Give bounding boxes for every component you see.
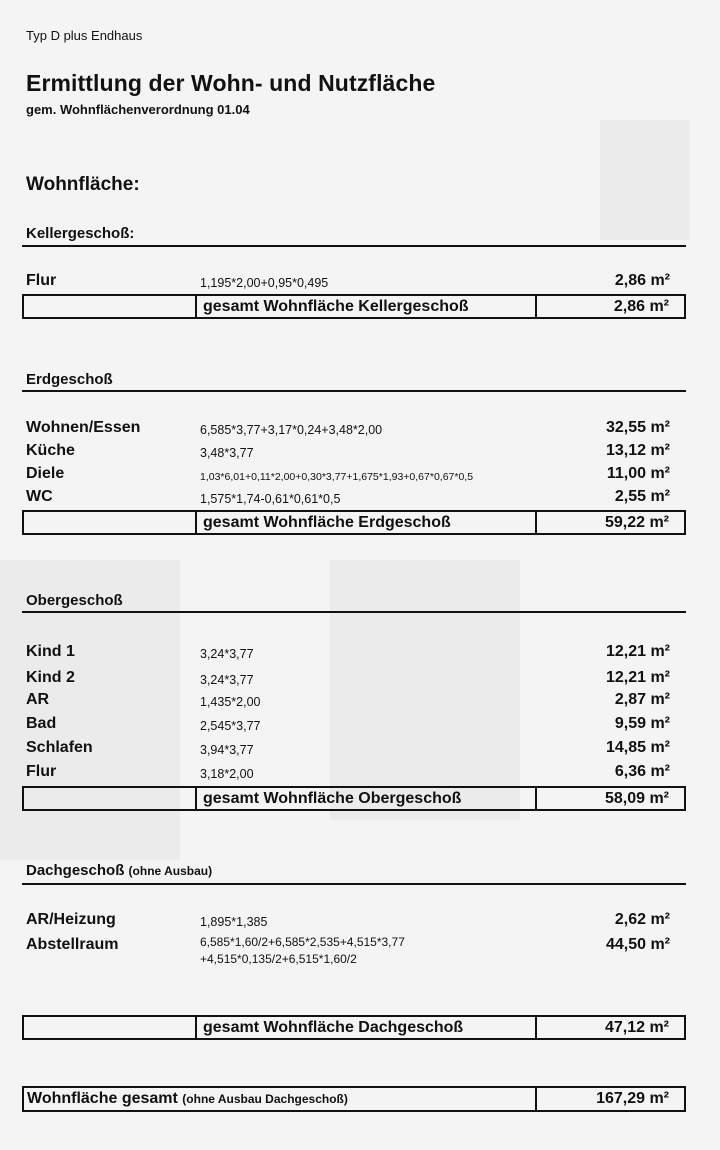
grand-total-label-cell (24, 1088, 537, 1110)
kellergeschoss-row-formula: 1,195*2,00+0,95*0,495 (200, 276, 329, 290)
document-title: Ermittlung der Wohn- und Nutzfläche (26, 70, 436, 96)
dachgeschoss-title (26, 862, 212, 879)
grand-total-note: (ohne Ausbau Dachgeschoß) (182, 1092, 348, 1106)
obergeschoss-title: Obergeschoß (26, 592, 123, 609)
erdgeschoss-total-box (22, 510, 686, 535)
dachgeschoss-total-value: 47,12 m² (604, 1019, 669, 1036)
dachgeschoss-row-name: AR/Heizung (26, 911, 116, 928)
obergeschoss-row-name: Flur (26, 763, 57, 780)
dachgeschoss-total-label: gesamt Wohnfläche Dachgeschoß (197, 1017, 537, 1038)
erdgeschoss-row-name: Küche (26, 442, 75, 459)
dachgeschoss-total-box (22, 1015, 686, 1040)
obergeschoss-row-name: Kind 1 (26, 643, 75, 660)
erdgeschoss-total-value: 59,22 m² (604, 514, 669, 531)
erdgeschoss-row-value: 2,55 m² (614, 488, 670, 505)
dachgeschoss-row-formula: 6,585*1,60/2+6,585*2,535+4,515*3,77 +4,515*0,135/2+6,515*1,60/2 (200, 935, 405, 966)
obergeschoss-row-value: 2,87 m² (614, 691, 670, 708)
erdgeschoss-row-name: WC (26, 488, 53, 505)
kellergeschoss-total-value: 2,86 m² (613, 298, 669, 315)
obergeschoss-row-formula: 3,94*3,77 (200, 743, 254, 757)
obergeschoss-row-formula: 1,435*2,00 (200, 695, 261, 709)
kellergeschoss-total-box (22, 294, 686, 319)
dachgeschoss-title-text: Dachgeschoß (26, 862, 125, 879)
dachgeschoss-row-name: Abstellraum (26, 936, 119, 953)
obergeschoss-row-name: AR (26, 691, 50, 708)
dachgeschoss-title-note: (ohne Ausbau) (128, 864, 213, 878)
obergeschoss-row-name: Kind 2 (26, 669, 75, 686)
dachgeschoss-row-value: 44,50 m² (605, 936, 670, 953)
obergeschoss-row-value: 14,85 m² (605, 739, 670, 756)
kellergeschoss-total-label: gesamt Wohnfläche Kellergeschoß (197, 296, 537, 317)
kellergeschoss-divider (22, 245, 686, 247)
erdgeschoss-row-formula: 1,575*1,74-0,61*0,61*0,5 (200, 492, 341, 506)
obergeschoss-row-formula: 3,24*3,77 (200, 647, 254, 661)
dachgeschoss-divider (22, 883, 686, 885)
obergeschoss-row-value: 12,21 m² (605, 643, 670, 660)
erdgeschoss-row-formula: 6,585*3,77+3,17*0,24+3,48*2,00 (200, 423, 383, 437)
obergeschoss-row-name: Schlafen (26, 739, 93, 756)
total-empty-cell (24, 788, 197, 809)
background-shape (600, 120, 690, 240)
document-subtitle: gem. Wohnflächenverordnung 01.04 (26, 102, 250, 117)
obergeschoss-row-name: Bad (26, 715, 57, 732)
kellergeschoss-row-value: 2,86 m² (614, 272, 670, 289)
erdgeschoss-title: Erdgeschoß (26, 371, 113, 388)
erdgeschoss-total-label: gesamt Wohnfläche Erdgeschoß (197, 512, 537, 533)
total-empty-cell (24, 296, 197, 317)
grand-total-box (22, 1086, 686, 1112)
document-type-label: Typ D plus Endhaus (26, 28, 143, 43)
erdgeschoss-row-formula: 3,48*3,77 (200, 446, 254, 460)
erdgeschoss-row-value: 32,55 m² (605, 419, 670, 436)
total-empty-cell (24, 1017, 197, 1038)
erdgeschoss-row-name: Diele (26, 465, 65, 482)
erdgeschoss-row-formula: 1,03*6,01+0,11*2,00+0,30*3,77+1,675*1,93+0,67*0,67*0,5 (200, 471, 474, 483)
obergeschoss-total-value: 58,09 m² (604, 790, 669, 807)
erdgeschoss-row-value: 11,00 m² (606, 465, 670, 482)
section-heading-wohnflaeche: Wohnfläche: (26, 174, 140, 195)
obergeschoss-row-value: 12,21 m² (605, 669, 670, 686)
total-empty-cell (24, 512, 197, 533)
kellergeschoss-row-name: Flur (26, 272, 57, 289)
obergeschoss-row-value: 9,59 m² (614, 715, 670, 732)
erdgeschoss-row-value: 13,12 m² (605, 442, 670, 459)
background-shape (330, 560, 520, 820)
obergeschoss-total-box (22, 786, 686, 811)
grand-total-label: Wohnfläche gesamt (27, 1090, 178, 1107)
obergeschoss-row-formula: 3,18*2,00 (200, 767, 254, 781)
obergeschoss-total-label: gesamt Wohnfläche Obergeschoß (197, 788, 537, 809)
obergeschoss-row-formula: 2,545*3,77 (200, 719, 261, 733)
erdgeschoss-divider (22, 390, 686, 392)
grand-total-value: 167,29 m² (596, 1090, 669, 1107)
dachgeschoss-row-formula: 1,895*1,385 (200, 915, 268, 929)
obergeschoss-divider (22, 611, 686, 613)
dachgeschoss-row-value: 2,62 m² (614, 911, 670, 928)
obergeschoss-row-value: 6,36 m² (614, 763, 670, 780)
kellergeschoss-title: Kellergeschoß: (26, 225, 135, 242)
erdgeschoss-row-name: Wohnen/Essen (26, 419, 141, 436)
obergeschoss-row-formula: 3,24*3,77 (200, 673, 254, 687)
